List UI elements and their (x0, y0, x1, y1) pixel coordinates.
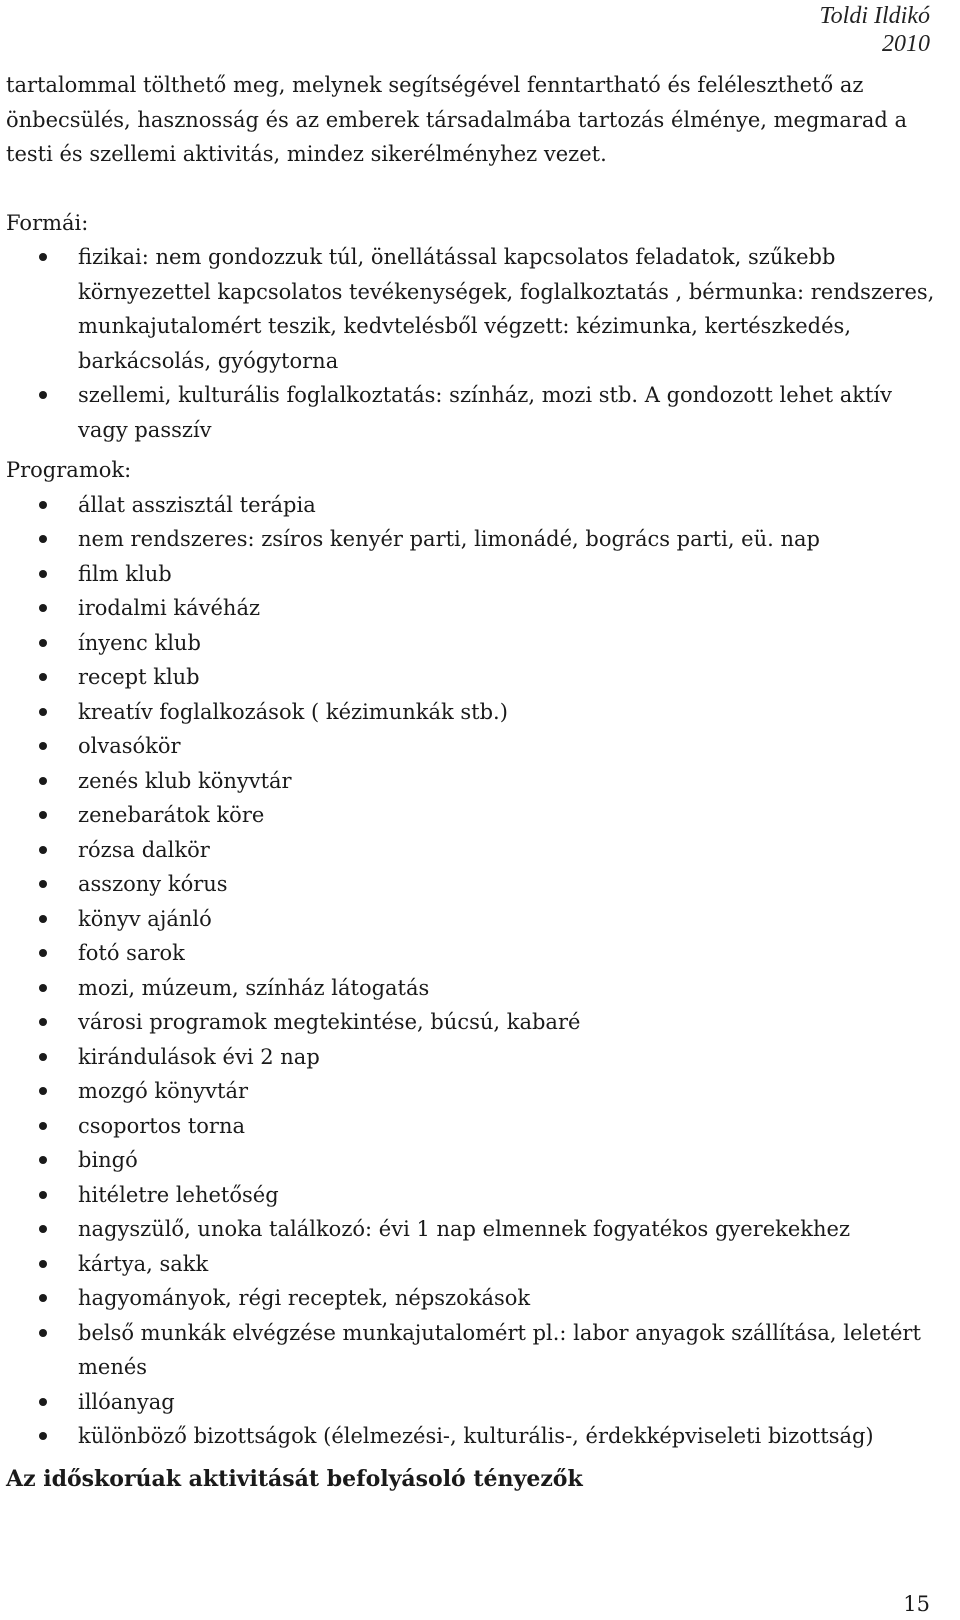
list-item-text: zenebarátok köre (78, 803, 265, 827)
list-item-text: fotó sarok (78, 941, 185, 965)
bullet-icon (39, 1156, 47, 1164)
bullet-icon (39, 570, 47, 578)
list-item (6, 626, 936, 661)
list-item (6, 1074, 936, 1109)
header-year: 2010 (882, 31, 930, 57)
list-item (6, 971, 936, 1006)
bullet-icon (39, 1018, 47, 1026)
list-item-text: recept klub (78, 665, 200, 689)
list-item (6, 1385, 936, 1420)
list-item-text: ínyenc klub (78, 630, 201, 655)
section-heading: Az időskorúak aktivitását befolyásoló tényezők (6, 1465, 583, 1492)
list-item-text: zenés klub könyvtár (78, 768, 292, 793)
bullet-icon (39, 1260, 47, 1268)
document-body (6, 68, 936, 1496)
header-author: Toldi Ildikó (819, 3, 930, 29)
list-item-text: illóanyag (78, 1389, 175, 1414)
intro-paragraph: tartalommal tölthető meg, melynek segítségével fenntartható és feléleszthető az önbecsülés, hasznosság és az emberek társadalmába tartozás élménye, megmarad a testi és szellemi aktivitás, mindez sikerélményhez vezet. (6, 73, 908, 166)
list-item (6, 1040, 936, 1075)
bullet-icon (39, 811, 47, 819)
list-item (6, 660, 936, 695)
list-item (6, 1178, 936, 1213)
list-item (6, 240, 936, 378)
bullet-icon (39, 880, 47, 888)
list-item (6, 1316, 936, 1385)
page-number: 15 (903, 1592, 930, 1616)
list-item-text: mozgó könyvtár (78, 1079, 248, 1103)
bullet-icon (39, 639, 47, 647)
list-item-text: kreatív foglalkozások ( kézimunkák stb.) (78, 699, 508, 724)
list-item-text: asszony kórus (78, 872, 228, 896)
bullet-icon (39, 253, 47, 261)
list-item-text: állat asszisztál terápia (78, 492, 316, 517)
bullet-icon (39, 1122, 47, 1130)
bullet-icon (39, 1053, 47, 1061)
bullet-icon (39, 1398, 47, 1406)
list-item (6, 488, 936, 523)
list-item (6, 378, 936, 447)
bullet-icon (39, 777, 47, 785)
bullet-icon (39, 604, 47, 612)
list-item-text: olvasókör (78, 734, 181, 758)
list-item (6, 1005, 936, 1040)
list-item-text: kártya, sakk (78, 1251, 209, 1276)
bullet-icon (39, 708, 47, 716)
bullet-icon (39, 1329, 47, 1337)
list-item (6, 729, 936, 764)
list-item (6, 522, 936, 557)
list-item (6, 1247, 936, 1282)
programok-list (6, 488, 936, 1454)
list-item (6, 833, 936, 868)
list-item (6, 902, 936, 937)
list-item-text: film klub (78, 561, 172, 586)
bullet-icon (39, 846, 47, 854)
list-item (6, 1419, 936, 1454)
bullet-icon (39, 391, 47, 399)
bullet-icon (39, 1087, 47, 1095)
list-item-text: bingó (78, 1148, 138, 1172)
list-item-text: fizikai: nem gondozzuk túl, önellátással kapcsolatos feladatok, szűkebb környezettel kapcsolatos tevékenységek, foglalkoztatás , bérmunka: rendszeres, munkajutalomért teszik, kedvtelésből végzett: kézimunka, kertészkedés, barkácsolás, gyógytorna (78, 245, 935, 373)
bullet-icon (39, 1191, 47, 1199)
list-item-text: nagyszülő, unoka találkozó: évi 1 nap elmennek fogyatékos gyerekekhez (78, 1217, 851, 1241)
bullet-icon (39, 984, 47, 992)
list-item-text: könyv ajánló (78, 906, 212, 931)
list-item-text: szellemi, kulturális foglalkoztatás: színház, mozi stb. A gondozott lehet aktív vagy passzív (78, 383, 893, 442)
list-item (6, 1109, 936, 1144)
bullet-icon (39, 1225, 47, 1233)
list-item (6, 591, 936, 626)
list-item (6, 798, 936, 833)
list-item (6, 557, 936, 592)
page-header (820, 2, 930, 58)
bullet-icon (39, 1432, 47, 1440)
list-item-text: irodalmi kávéház (78, 596, 261, 620)
list-item-text: csoportos torna (78, 1113, 246, 1138)
list-item (6, 1281, 936, 1316)
bullet-icon (39, 673, 47, 681)
list-item (6, 936, 936, 971)
list-item-text: hitéletre lehetőség (78, 1182, 279, 1207)
bullet-icon (39, 535, 47, 543)
list-item (6, 764, 936, 799)
list-item-text: kirándulások évi 2 nap (78, 1044, 320, 1069)
list-item (6, 695, 936, 730)
list-item-text: rózsa dalkör (78, 837, 210, 862)
bullet-icon (39, 501, 47, 509)
formai-label: Formái: (6, 210, 89, 235)
list-item (6, 1212, 936, 1247)
list-item (6, 867, 936, 902)
bullet-icon (39, 915, 47, 923)
list-item-text: városi programok megtekintése, búcsú, kabaré (78, 1010, 581, 1034)
list-item-text: mozi, múzeum, színház látogatás (78, 975, 430, 1000)
programok-label: Programok: (6, 458, 132, 482)
bullet-icon (39, 949, 47, 957)
list-item-text: nem rendszeres: zsíros kenyér parti, limonádé, bogrács parti, eü. nap (78, 527, 820, 551)
bullet-icon (39, 1294, 47, 1302)
formai-list (6, 240, 936, 447)
list-item-text: különböző bizottságok (élelmezési-, kulturális-, érdekképviseleti bizottság) (78, 1424, 874, 1448)
list-item-text: belső munkák elvégzése munkajutalomért pl.: labor anyagok szállítása, leletért menés (78, 1320, 921, 1379)
list-item-text: hagyományok, régi receptek, népszokások (78, 1286, 531, 1310)
bullet-icon (39, 742, 47, 750)
list-item (6, 1143, 936, 1178)
